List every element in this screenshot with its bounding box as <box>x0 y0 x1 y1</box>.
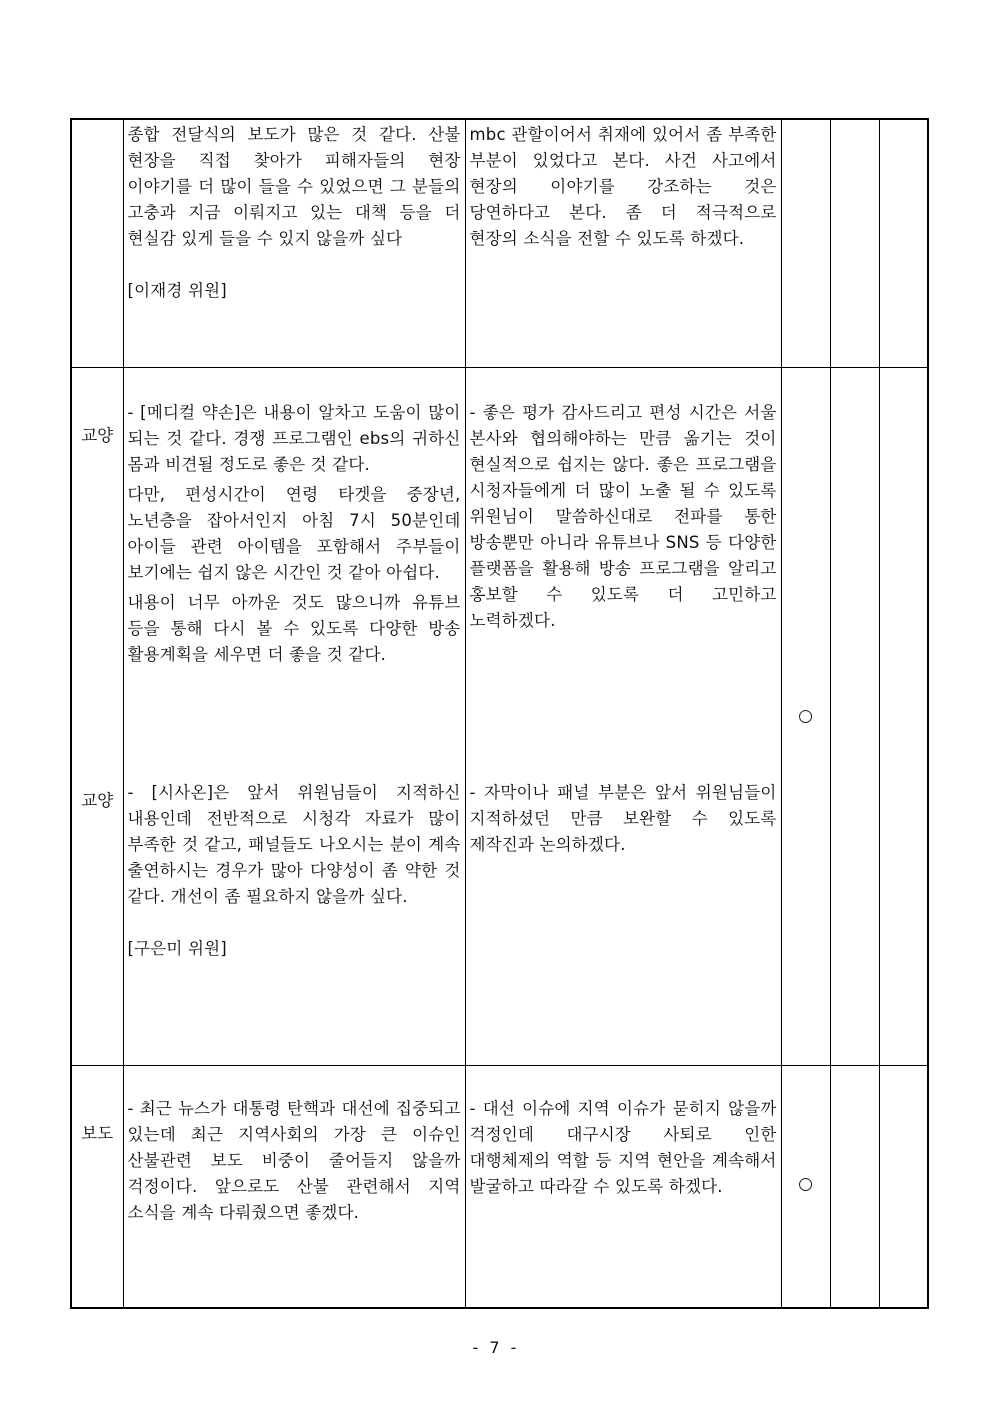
check-circle: ○ <box>798 1173 813 1194</box>
opinion-cell <box>123 119 465 367</box>
opinion-text: 내용이 너무 아까운 것도 많으니까 유튜브 등을 통해 다시 볼 수 있도록 다양한 방송 활용계획을 세우면 더 좋을 것 같다. <box>127 592 461 664</box>
category-label: 보도 <box>81 1123 114 1143</box>
table-row <box>71 119 928 367</box>
minutes-table <box>70 118 929 1309</box>
response-text: mbc 관할이어서 취재에 있어서 좀 부족한 부분이 있었다고 본다. 사건 사고에서 현장의 이야기를 강조하는 것은 당연하다고 본다. 좀 더 적극적으로 현장의 소식을 전할 수 있도록 하겠다. <box>469 125 777 248</box>
opinion-text: - 최근 뉴스가 대통령 탄핵과 대선에 집중되고 있는데 최근 지역사회의 가장 큰 이슈인 산불관련 보도 비중이 줄어들지 않을까 걱정이다. 앞으로도 산불 관련해서 지역 소식을 계속 다뤄줬으면 좋겠다. <box>127 1098 461 1222</box>
opinion-text: 종합 전달식의 보도가 많은 것 같다. 산불 현장을 직접 찾아가 피해자들의 현장 이야기를 더 많이 들을 수 있었으면 그 분들의 고충과 지금 이뤄지고 있는 대책 등을 더 현실감 있게 들을 수 있지 않을까 싶다 <box>127 125 461 248</box>
response-text: - 대선 이슈에 지역 이슈가 묻히지 않을까 걱정인데 대구시장 사퇴로 인한 대행체제의 역할 등 지역 현안을 계속해서 발굴하고 따라갈 수 있도록 하겠다. <box>469 1098 777 1196</box>
category-label-bottom: 교양 <box>81 790 114 810</box>
check-cell <box>879 1065 928 1308</box>
check-cell <box>879 367 928 1065</box>
check-cell <box>781 1065 830 1308</box>
member-name: [이재경 위원] <box>127 281 227 300</box>
check-cell <box>830 1065 879 1308</box>
response-text: - 좋은 평가 감사드리고 편성 시간은 서울 본사와 협의해야하는 만큼 옮기는 것이 현실적으로 쉽지는 않다. 좋은 프로그램을 시청자들에게 더 많이 노출 될 수 있도록 위원님이 말씀하신대로 전파를 통한 방송뿐만 아니라 유튜브나 SNS 등 다양한 플랫폼을 활용해 방송 프로그램을 알리고 홍보할 수 있도록 더 고민하고 노력하겠다. <box>469 402 777 630</box>
check-cell <box>781 367 830 1065</box>
category-cell <box>71 119 123 367</box>
category-cell <box>71 1065 123 1308</box>
response-cell <box>465 367 781 1065</box>
category-cell <box>71 367 123 1065</box>
opinion-text: 다만, 편성시간이 연령 타겟을 중장년, 노년층을 잡아서인지 아침 7시 50분인데 아이들 관련 아이템을 포함해서 주부들이 보기에는 쉽지 않은 시간인 것 같아 아쉽다. <box>127 484 461 582</box>
member-name: [구은미 위원] <box>127 938 227 958</box>
check-circle: ○ <box>798 706 813 726</box>
opinion-cell <box>123 1065 465 1308</box>
check-cell <box>879 119 928 367</box>
check-cell <box>830 367 879 1065</box>
check-cell <box>830 119 879 367</box>
table-row <box>71 367 928 1065</box>
page-number: - 7 - <box>472 1338 520 1357</box>
response-cell <box>465 119 781 367</box>
category-label-top: 교양 <box>81 425 114 445</box>
opinion-text: - [시사온]은 앞서 위원님들이 지적하신 내용인데 전반적으로 시청각 자료가 많이 부족한 것 같고, 패널들도 나오시는 분이 계속 출연하시는 경우가 많아 다양성이 좀 약한 것 같다. 개선이 좀 필요하지 않을까 싶다. <box>127 782 461 906</box>
response-cell <box>465 1065 781 1308</box>
opinion-text: - [메디컬 약손]은 내용이 알차고 도움이 많이 되는 것 같다. 경쟁 프로그램인 ebs의 귀하신 몸과 비견될 정도로 좋은 것 같다. <box>127 402 461 474</box>
response-text: - 자막이나 패널 부분은 앞서 위원님들이 지적하셨던 만큼 보완할 수 있도록 제작진과 논의하겠다. <box>469 782 777 854</box>
table-row <box>71 1065 928 1308</box>
opinion-cell <box>123 367 465 1065</box>
check-cell <box>781 119 830 367</box>
